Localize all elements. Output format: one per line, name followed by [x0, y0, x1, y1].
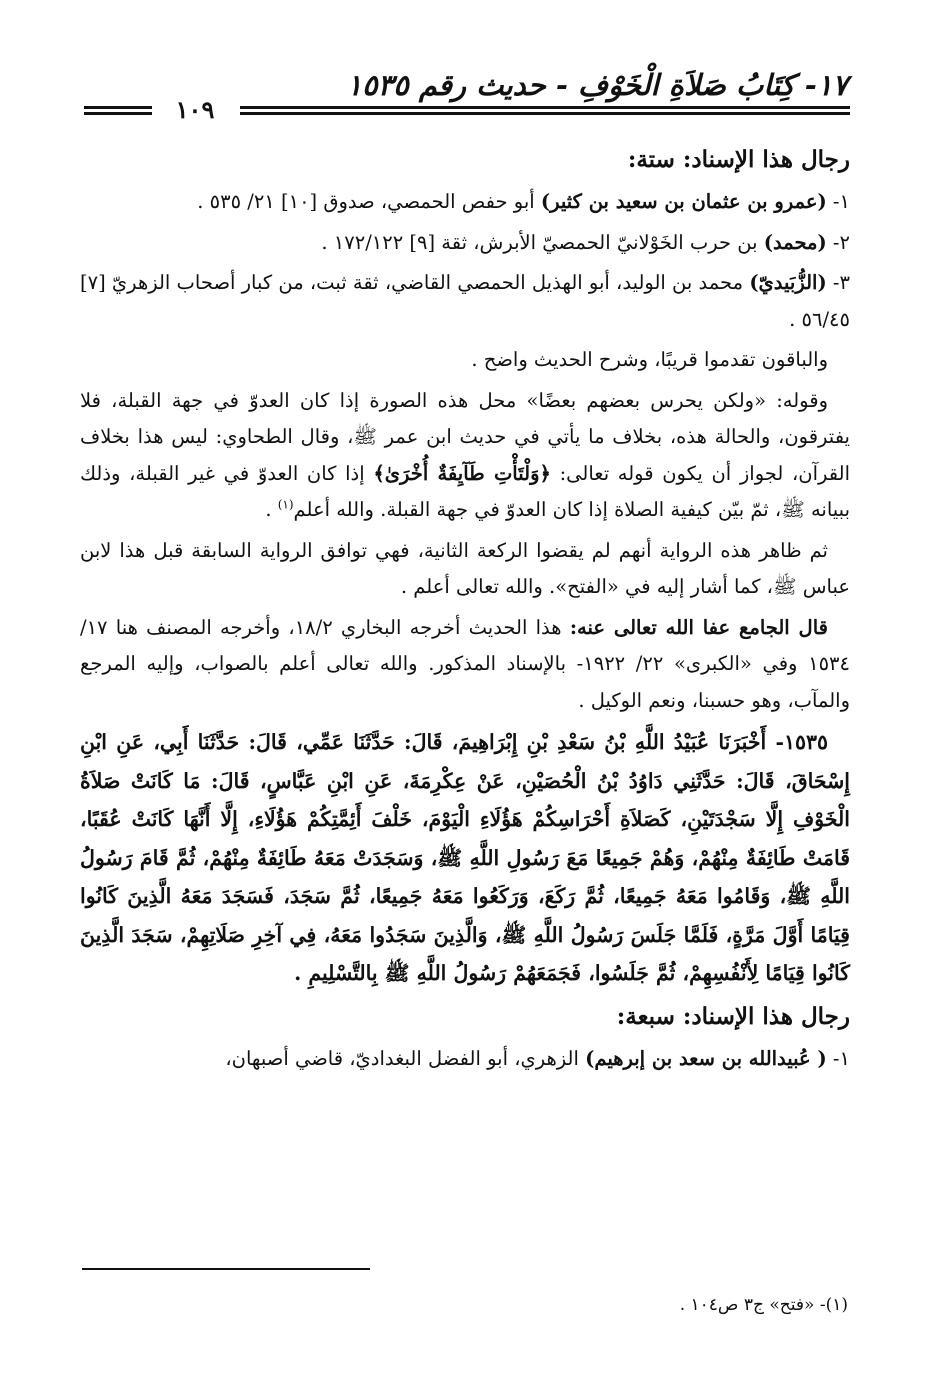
paragraph	[80, 610, 850, 720]
narrator-details: الزهري، أبو الفضل البغداديّ، قاضي أصبهان،	[225, 1046, 586, 1070]
narrator-entry	[80, 184, 850, 221]
narrator-details: بن حرب الخَوْلانيّ الحمصيّ الأبرش، ثقة [٩] ١٧٢/١٢٢ .	[321, 230, 764, 254]
paragraph-text: إذا كان العدوّ في غير القبلة، وذلك ببيانه ﷺ، ثمّ بيّن كيفية الصلاة إذا كان العدوّ في جهة القبلة. والله أعلم	[80, 461, 850, 521]
entry-number: ١-	[826, 190, 850, 213]
header-rule	[240, 106, 850, 109]
narrator-details: محمد بن الوليد، أبو الهذيل الحمصي القاضي، ثقة ثبت، من كبار أصحاب الزهريّ [٧] ٥٦/٤٥ .	[80, 271, 850, 331]
narrator-name: (محمد)	[763, 230, 827, 254]
header-rule	[84, 112, 152, 115]
paragraph: والباقون تقدموا قريبًا، وشرح الحديث واضح .	[471, 348, 828, 371]
narrator-entry	[80, 1041, 850, 1078]
narrator-entry	[80, 225, 850, 262]
header-rule	[84, 106, 152, 109]
narrator-name: (الزُّبَيديّ)	[749, 271, 827, 294]
page-number: ١٠٩	[175, 95, 215, 124]
paragraph-text: .	[265, 498, 278, 521]
narrator-name: (عمرو بن عثمان بن سعيد بن كثير)	[540, 190, 827, 213]
compiler-label: قال الجامع عفا الله تعالى عنه:	[569, 615, 828, 639]
footnote-reference: (١)	[277, 497, 294, 512]
section-heading: رجال هذا الإسناد: ستة:	[627, 146, 850, 173]
paragraph: ثم ظاهر هذه الرواية أنهم لم يقضوا الركعة الثانية، فهي توافق الرواية السابقة قبل هذا لابن عباس ﷺ، كما أشار إليه في «الفتح». والله تعالى أعلم .	[80, 538, 850, 598]
narrator-details: أبو حفص الحمصي، صدوق [١٠] ٢١/ ٥٣٥ .	[197, 190, 541, 213]
running-head: ١٧- كِتَابُ صَلاَةِ الْخَوْفِ - حديث رقم ١٥٣٥	[346, 68, 848, 102]
footnote: (١)- «فتح» ج٣ ص١٠٤ .	[679, 1295, 848, 1315]
main-text	[80, 140, 850, 1081]
narrator-entry	[80, 265, 850, 338]
paragraph-text: هذا الحديث أخرجه البخاري ١٨/٢، وأخرجه المصنف هنا ١٧/ ١٥٣٤ وفي «الكبرى» ٢٢/ ١٩٢٢- بالإسناد المذكور. والله تعالى أعلم بالصواب، وإليه المرجع والمآب، وهو حسبنا، ونعم الوكيل .	[80, 615, 850, 712]
section-heading: رجال هذا الإسناد: سبعة:	[616, 1002, 850, 1030]
header-rule	[240, 112, 850, 115]
paragraph-text: وقوله: «ولكن يحرس بعضهم بعضًا» محل هذه الصورة إذا كان العدوّ في جهة القبلة، فلا يفترقون، والحالة هذه، بخلاف ما يأتي في حديث ابن عمر ﷺ، وقال الطحاوي: ليس هذا بخلاف القرآن، لجواز أن يكون قوله تعالى:	[80, 388, 850, 485]
quran-verse: ﴿وَلْتَأْتِ طَآيِفَةٌ أُخْرَىٰ﴾	[373, 461, 551, 485]
hadith-text: ١٥٣٥- أَخْبَرَنَا عُبَيْدُ اللَّهِ بْنُ سَعْدِ بْنِ إِبْرَاهِيمَ، قَالَ: حَدَّثَنَا عَمِّي، قَالَ: حَدَّثَنَا أَبِي، عَنِ ابْنِ إِسْحَاقَ، قَالَ: حَدَّثَنِي دَاوُدُ بْنُ الْحُصَيْنِ، عَنْ عِكْرِمَةَ، عَنِ ابْنِ عَبَّاسٍ، قَالَ: مَا كَانَتْ صَلاَةُ الْخَوْفِ إِلَّا سَجْدَتَيْنِ، كَصَلاَةِ أَحْرَاسِكُمْ هَؤُلَاءِ الْيَوْمَ، خَلْفَ أَئِمَّتِكُمْ هَؤُلَاءِ، إِلَّا أَنَّهَا كَانَتْ عُقَبًا، قَامَتْ طَائِفَةٌ مِنْهُمْ، وَهُمْ جَمِيعًا مَعَ رَسُولِ اللَّهِ ﷺ، وَسَجَدَتْ مَعَهُ طَائِفَةٌ مِنْهُمْ، ثُمَّ قَامَ رَسُولُ اللَّهِ ﷺ، وَقَامُوا مَعَهُ جَمِيعًا، ثُمَّ رَكَعَ، وَرَكَعُوا مَعَهُ جَمِيعًا، ثُمَّ سَجَدَ، فَسَجَدَ مَعَهُ الَّذِينَ كَانُوا قِيَامًا أَوَّلَ مَرَّةٍ، فَلَمَّا جَلَسَ رَسُولُ اللَّهِ ﷺ، وَالَّذِينَ سَجَدُوا مَعَهُ، فِي آخِرِ صَلَاتِهِمْ، سَجَدَ الَّذِينَ كَانُوا قِيَامًا لِأَنْفُسِهِمْ، ثُمَّ جَلَسُوا، فَجَمَعَهُمْ رَسُولُ اللَّهِ ﷺ بِالتَّسْلِيمِ .	[80, 730, 850, 985]
entry-number: ٢-	[826, 230, 850, 254]
entry-number: ٣-	[826, 271, 850, 294]
paragraph	[80, 383, 850, 529]
entry-number: ١-	[826, 1046, 850, 1070]
footnote-rule	[82, 1268, 370, 1270]
narrator-name: ( عُبيدالله بن سعد بن إبرهيم)	[585, 1046, 827, 1070]
